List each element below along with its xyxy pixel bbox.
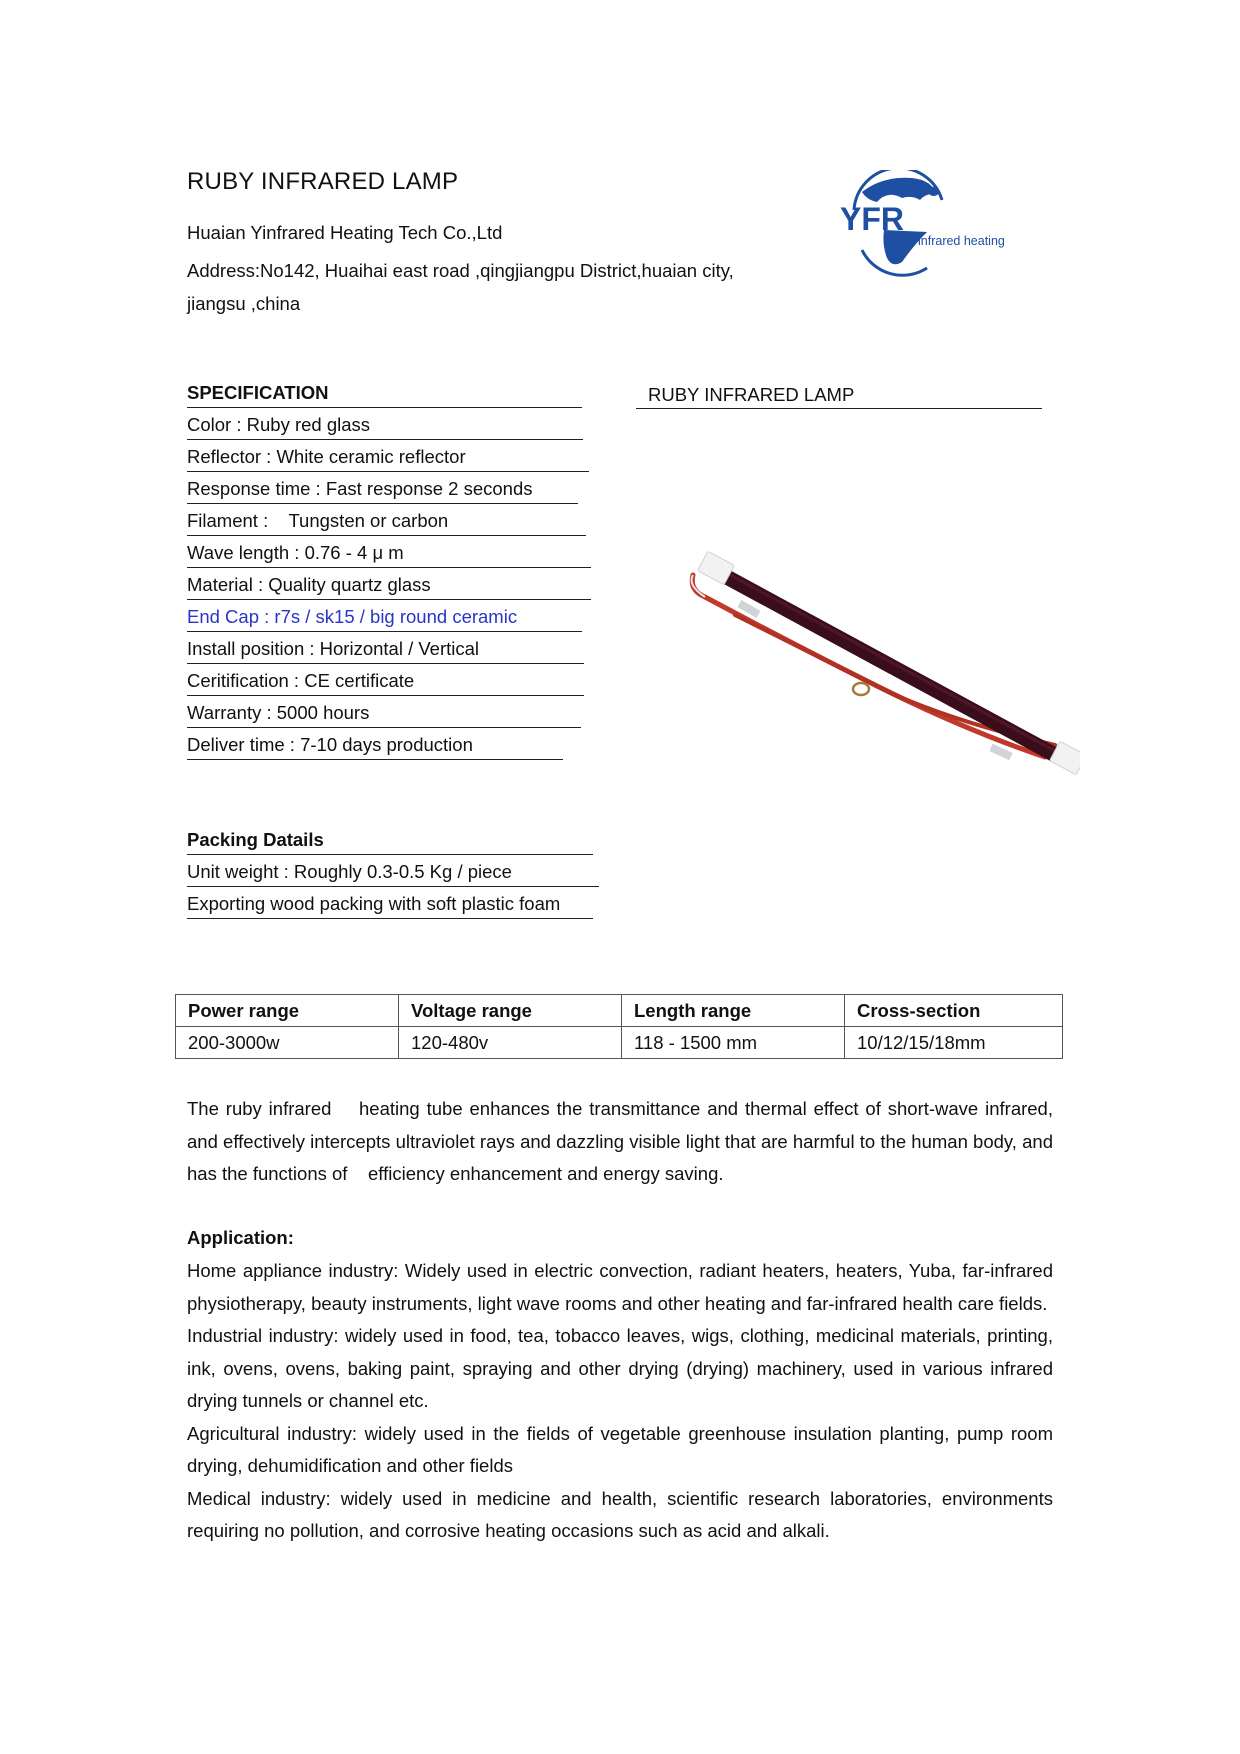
header-length-range: Length range: [622, 995, 845, 1027]
cell-length-range: 118 - 1500 mm: [622, 1027, 845, 1059]
specification-heading: SPECIFICATION: [187, 381, 582, 408]
spec-wave-length: Wave length : 0.76 - 4 μ m: [187, 541, 591, 568]
application-agricultural: Agricultural industry: widely used in the fields of vegetable greenhouse insulation planting, pump room drying, dehumidification and other fields: [187, 1422, 1053, 1476]
packing-heading: Packing Datails: [187, 828, 593, 855]
application-medical: Medical industry: widely used in medicine and health, scientific research laboratories, environments requiring no pollution, and corrosive heating occasions such as acid and alkali.: [187, 1487, 1053, 1541]
ruby-lamp-image: [675, 535, 1080, 775]
spec-install-position: Install position : Horizontal / Vertical: [187, 637, 584, 664]
svg-text:infrared heating: infrared heating: [918, 234, 1005, 248]
packing-method: Exporting wood packing with soft plastic foam: [187, 892, 593, 919]
header-voltage-range: Voltage range: [399, 995, 622, 1027]
specs-table: [175, 994, 1063, 1059]
product-description: The ruby infrared heating tube enhances the transmittance and thermal effect of short-wave infrared, and effectively intercepts ultraviolet rays and dazzling visible light that are harmful to the human body, and has the functions of efficiency enhancement and energy saving.: [187, 1098, 1059, 1184]
spec-deliver-time: Deliver time : 7-10 days production: [187, 733, 563, 760]
company-logo: [832, 170, 1012, 280]
image-caption: RUBY INFRARED LAMP: [636, 383, 1042, 409]
infrared-tube-icon: [675, 535, 1080, 775]
spec-material: Material : Quality quartz glass: [187, 573, 591, 600]
spec-end-cap: End Cap : r7s / sk15 / big round ceramic: [187, 605, 582, 632]
application-list: [187, 1255, 1053, 1548]
svg-text:YFR: YFR: [840, 201, 904, 237]
header-power-range: Power range: [176, 995, 399, 1027]
cell-voltage-range: 120-480v: [399, 1027, 622, 1059]
cell-power-range: 200-3000w: [176, 1027, 399, 1059]
header-cross-section: Cross-section: [845, 995, 1063, 1027]
application-industrial: Industrial industry: widely used in food, tea, tobacco leaves, wigs, clothing, medicinal materials, printing, ink, ovens, ovens, baking paint, spraying and other drying (drying) machinery, used in various infrared drying tunnels or channel etc.: [187, 1325, 1053, 1411]
spec-warranty: Warranty : 5000 hours: [187, 701, 581, 728]
company-address: Address:No142, Huaihai east road ,qingjiangpu District,huaian city, jiangsu ,china: [187, 260, 734, 314]
spec-response-time: Response time : Fast response 2 seconds: [187, 477, 578, 504]
cell-cross-section: 10/12/15/18mm: [845, 1027, 1063, 1059]
document-title: RUBY INFRARED LAMP: [187, 168, 459, 195]
table-row: [176, 1027, 1063, 1059]
globe-logo-icon: [832, 170, 1012, 280]
spec-filament: Filament : Tungsten or carbon: [187, 509, 586, 536]
spec-certification: Ceritification : CE certificate: [187, 669, 584, 696]
spec-color: Color : Ruby red glass: [187, 413, 583, 440]
application-heading: Application:: [187, 1227, 294, 1248]
spec-reflector: Reflector : White ceramic reflector: [187, 445, 589, 472]
packing-unit-weight: Unit weight : Roughly 0.3-0.5 Kg / piece: [187, 860, 599, 887]
table-header-row: [176, 995, 1063, 1027]
company-name: Huaian Yinfrared Heating Tech Co.,Ltd: [187, 222, 503, 243]
application-home-appliance: Home appliance industry: Widely used in electric convection, radiant heaters, heaters, Yuba, far-infrared physiotherapy, beauty instruments, light wave rooms and other heating and far-infrared health care fields.: [187, 1260, 1053, 1314]
